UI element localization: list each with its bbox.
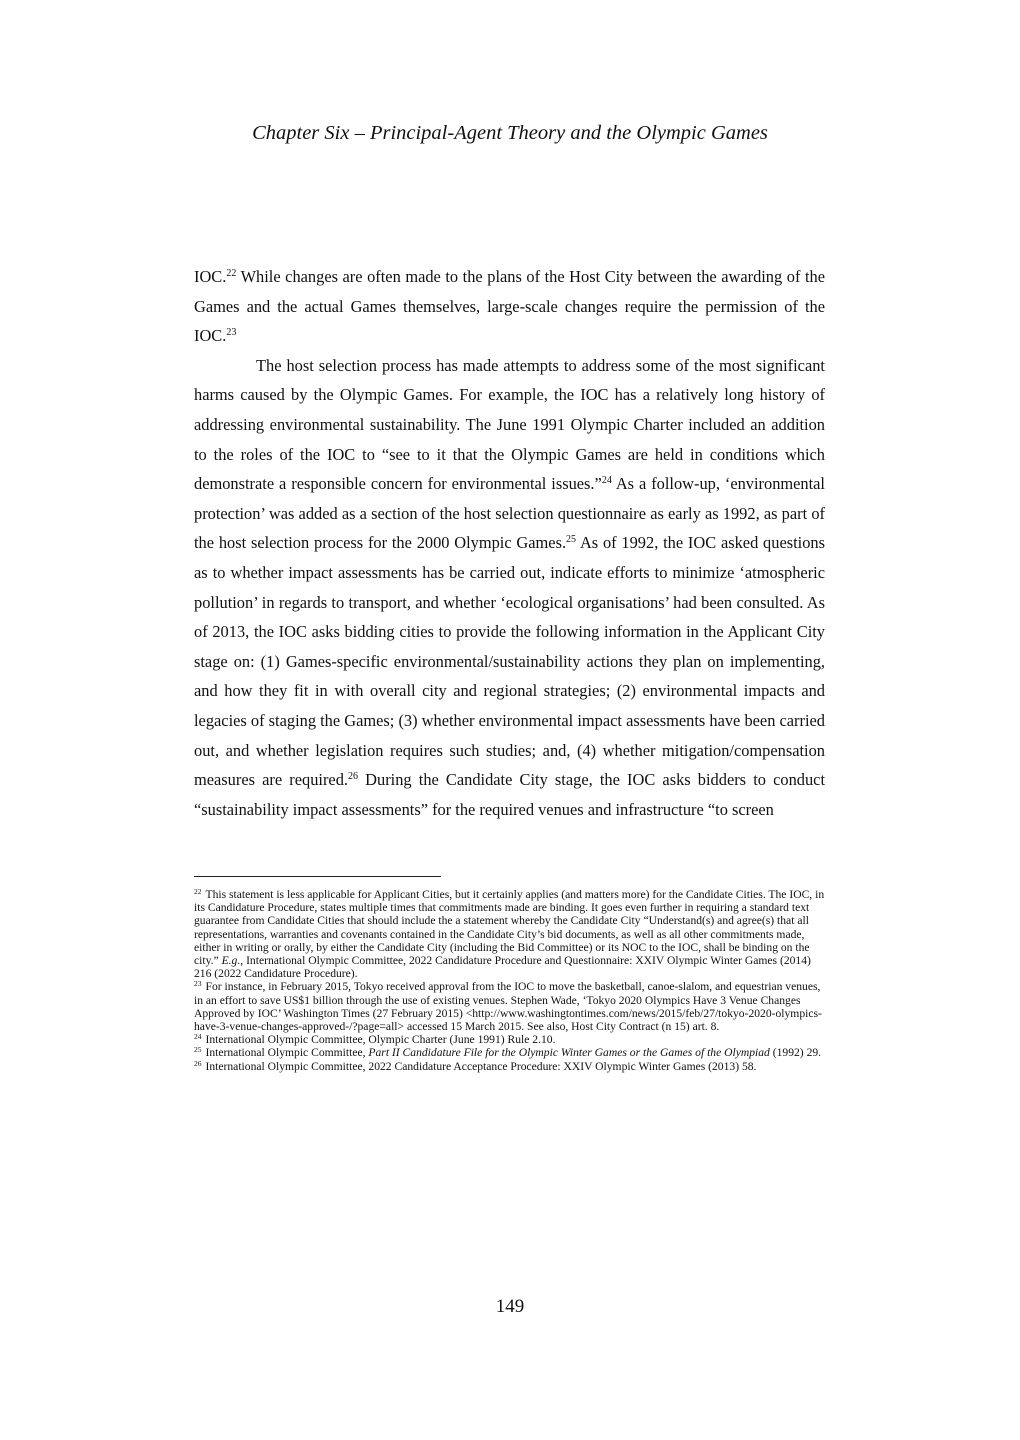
footnote-text: This statement is less applicable for Applicant Cities, but it certainly applies (and matters more) for the Candidate Cities. The IOC, in its Candidature Procedure, states multiple times that commitments made are binding. It goes even further in requiring a standard text guarantee from Candidate Cities that should include the a statement whereby the Candidate City “Understand(s) and agree(s) that all representations, warranties and covenants contained in the Candidate City’s bid documents, as well as all other commitments made, either in writing or orally, by either the Candidate City (including the Bid Committee) or its NOC to the IOC, shall be binding on the city.” — [194, 888, 825, 968]
paragraph-text: IOC. — [194, 267, 227, 286]
paragraph-1 — [194, 262, 825, 351]
footnote-text: (1992) 29. — [769, 1046, 822, 1060]
footnote-text: For instance, in February 2015, Tokyo received approval from the IOC to move the basketball, canoe-slalom, and equestrian venues, in an effort to save US$1 billion through the use of existing venues. Stephen Wade, ‘Tokyo 2020 Olympics Have 3 Venue Changes Approved by IOC’ Washington Times (27 February 2015) — [194, 980, 821, 1020]
page-number: 149 — [495, 1296, 525, 1317]
running-header: Chapter Six – Principal-Agent Theory and the Olympic Games — [252, 122, 768, 144]
footnote-22 — [194, 888, 825, 980]
footnote-number: 26 — [194, 1058, 202, 1068]
footnote-italic: E.g. — [221, 954, 241, 968]
paragraph-text: As of 1992, the IOC asked questions as to whether impact assessments has be carried out, indicate efforts to minimize ‘atmospheric pollution’ in regards to transport, and whether ‘ecological organisations’ had been consulted. As of 2013, the IOC asks bidding cities to provide the following information in the Applicant City stage on: (1) Games-specific environmental/sustainability actions they plan on implementing, and how they fit in with overall city and regional strategies; (2) environmental impacts and legacies of staging the Games; (3) whether environmental impact assessments have been carried out, and whether legislation requires such studies; and, (4) whether mitigation/compensation measures are required. — [194, 533, 825, 790]
footnote-25 — [194, 1046, 825, 1059]
footnote-text: International Olympic Committee, 2022 Candidature Acceptance Procedure: XXIV Olympic Winter Games (2013) 58. — [205, 1059, 757, 1073]
footnote-text: accessed 15 March 2015. See also, Host City Contract (n 15) art. 8. — [404, 1020, 720, 1034]
paragraph-text: During the Candidate City stage, the IOC asks bidders to conduct “sustainability impact assessments” for the required venues and infrastructure “to screen — [194, 770, 825, 819]
paragraph-text: As a follow-up, ‘environmental protection’ was added as a section of the host selection questionnaire as early as 1992, as part of the host selection process for the 2000 Olympic Games. — [194, 474, 825, 553]
footnote-ref[interactable]: 24 — [601, 475, 612, 487]
footnote-text: International Olympic Committee, Olympic Charter (June 1991) Rule 2.10. — [205, 1033, 556, 1047]
footnote-number: 23 — [194, 979, 202, 989]
main-text — [194, 262, 825, 824]
footnote-26 — [194, 1060, 825, 1073]
footnote-23 — [194, 980, 825, 1033]
footnote-24 — [194, 1033, 825, 1046]
footnote-number: 22 — [194, 887, 202, 896]
paragraph-text: While changes are often made to the plans of the Host City between the awarding of the Games and the actual Games themselves, large-scale changes require the permission of the IOC. — [194, 267, 825, 346]
footnote-ref[interactable]: 23 — [226, 327, 237, 339]
footnotes — [194, 888, 825, 1073]
footnote-text: International Olympic Committee, — [205, 1046, 369, 1060]
paragraph-text: The host selection process has made attempts to address some of the most significant harms caused by the Olympic Games. For example, the IOC has a relatively long history of addressing environmental sustainability. The June 1991 Olympic Charter included an addition to the roles of the IOC to “see to it that the Olympic Games are held in conditions which demonstrate a responsible concern for environmental issues.” — [194, 355, 825, 494]
footnote-ref[interactable]: 26 — [348, 771, 359, 783]
footnote-separator — [194, 876, 441, 877]
footnote-ref[interactable]: 22 — [226, 268, 237, 279]
paragraph-2 — [194, 351, 825, 825]
footnote-number: 24 — [194, 1032, 202, 1042]
footnote-ref[interactable]: 25 — [566, 534, 577, 546]
footnote-number: 25 — [194, 1045, 202, 1055]
footnote-italic: Part II Candidature File for the Olympic Winter Games or the Games of the Olympiad — [368, 1046, 770, 1060]
footnote-url[interactable]: <http://www.washingtontimes.com/news/2015/feb/27/tokyo-2020-olympics-have-3-venue-changes-approved-/?page=all> — [194, 1006, 822, 1034]
footnote-text: , International Olympic Committee, 2022 Candidature Procedure and Questionnaire: XXIV Olympic Winter Games (2014) 216 (2022 Candidature Procedure). — [194, 954, 811, 981]
